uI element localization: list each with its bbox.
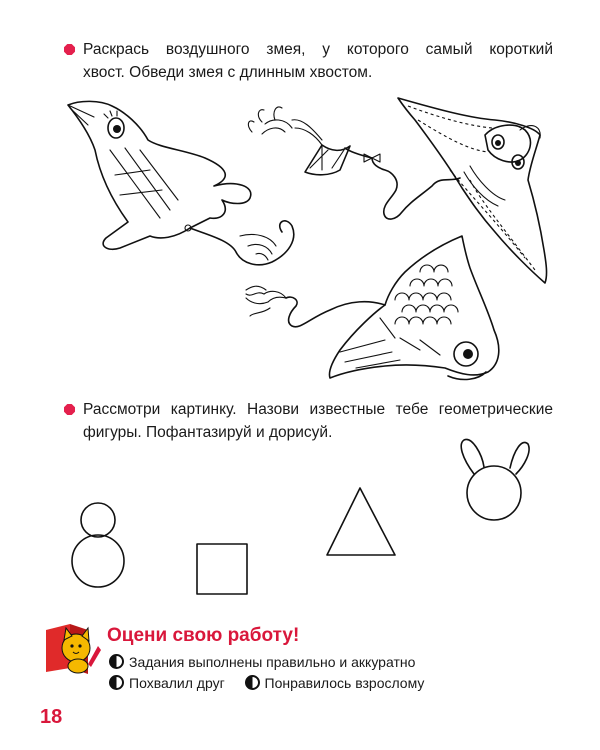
check-circle-icon[interactable]	[109, 654, 124, 669]
evaluation-line-1	[109, 652, 415, 672]
evaluation-line-2	[109, 673, 424, 693]
task2-line1: Рассмотри картинку. Назови известные тебе геометрические	[83, 401, 553, 418]
task1-line1: Раскрась воздушного змея, у которого самый короткий	[83, 41, 553, 58]
evaluation-title: Оцени свою работу!	[107, 625, 300, 646]
evaluation-item-2: Похвалил друг	[129, 675, 225, 691]
evaluation-item-3: Понравилось взрослому	[264, 675, 425, 691]
check-circle-icon[interactable]	[109, 675, 124, 690]
task1-line2: хвост. Обведи змея с длинным хвостом.	[83, 64, 373, 81]
page-number: 18	[40, 706, 63, 728]
task2-line2: фигуры. Пофантазируй и дорисуй.	[83, 424, 333, 441]
evaluation-item-1: Задания выполнены правильно и аккуратно	[129, 654, 416, 670]
check-circle-icon[interactable]	[245, 675, 260, 690]
